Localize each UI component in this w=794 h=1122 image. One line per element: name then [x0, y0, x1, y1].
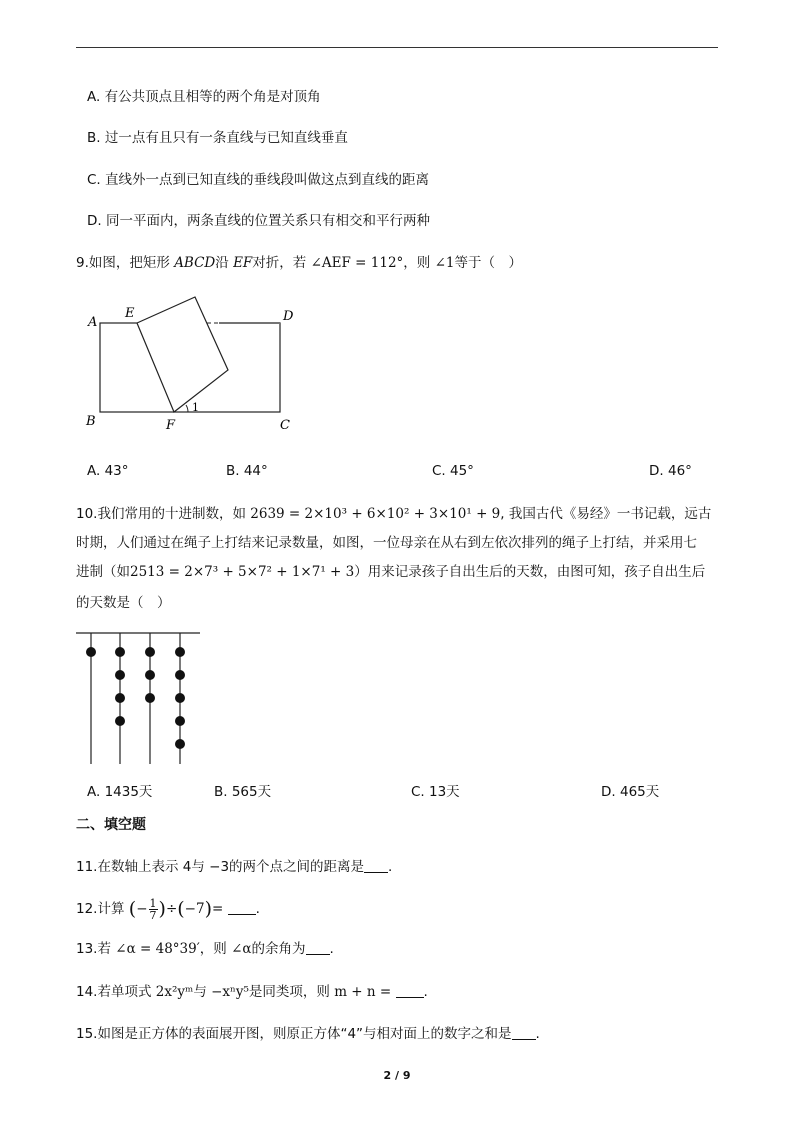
knot	[115, 716, 125, 726]
q10-line-1: 10.我们常用的十进制数，如 2639 = 2×10³ + 6×10² + 3×10¹ + 9, 我国古代《易经》一书记载，远古	[76, 506, 712, 522]
q10-option-d: D. 465天	[601, 784, 660, 800]
label-e: E	[125, 306, 135, 321]
label-b: B	[86, 414, 96, 429]
q13: 13.若 ∠α = 48°39′，则 ∠α的余角为 .	[76, 941, 334, 957]
q10-line-3: 进制（如2513 = 2×7³ + 5×7² + 1×7¹ + 3）用来记录孩子自出生后的天数，由图可知，孩子自出生后	[76, 564, 706, 580]
knot	[145, 670, 155, 680]
knot	[115, 670, 125, 680]
knot	[145, 693, 155, 703]
q15: 15.如图是正方体的表面展开图，则原正方体“4”与相对面上的数字之和是 .	[76, 1026, 540, 1042]
q8-option-c: C. 直线外一点到已知直线的垂线段叫做这点到直线的距离	[87, 172, 430, 188]
knot	[175, 716, 185, 726]
q14: 14.若单项式 2x²yᵐ与 −xⁿy⁵是同类项，则 m + n = .	[76, 984, 428, 1000]
answer-blank[interactable]	[228, 902, 256, 915]
folded-flap	[137, 297, 228, 412]
knot	[175, 647, 185, 657]
q10-option-c: C. 13天	[411, 784, 460, 800]
knot	[175, 739, 185, 749]
label-f: F	[166, 418, 176, 433]
answer-blank[interactable]	[396, 985, 424, 998]
knot	[86, 647, 96, 657]
knot	[115, 647, 125, 657]
q9-question: 9.如图，把矩形 ABCD沿 EF对折，若 ∠AEF = 112°，则 ∠1等于（ ）	[76, 255, 522, 271]
q12: 12.计算 (− $\frac{1}{7}$ )÷(−7)= .	[76, 897, 260, 922]
q9-option-a: A. 43°	[87, 463, 129, 479]
section-title-fill-in: 二、填空题	[76, 817, 146, 833]
knot	[175, 693, 185, 703]
q10-knot-ropes-figure	[74, 628, 204, 768]
q10-option-a: A. 1435天	[87, 784, 153, 800]
q9-option-c: C. 45°	[432, 463, 474, 479]
q8-option-b: B. 过一点有且只有一条直线与已知直线垂直	[87, 130, 348, 146]
label-d: D	[283, 309, 294, 324]
label-angle-1: 1	[192, 401, 199, 414]
q8-option-d: D. 同一平面内，两条直线的位置关系只有相交和平行两种	[87, 213, 430, 229]
q11: 11.在数轴上表示 4与 −3的两个点之间的距离是 .	[76, 859, 393, 875]
knot	[175, 670, 185, 680]
header-rule	[76, 47, 718, 48]
q9-option-b: B. 44°	[226, 463, 268, 479]
answer-blank[interactable]	[364, 860, 388, 873]
knot	[115, 693, 125, 703]
q10-line-4: 的天数是（ ）	[76, 595, 171, 611]
label-c: C	[280, 418, 290, 433]
q8-option-a: A. 有公共顶点且相等的两个角是对顶角	[87, 89, 321, 105]
q10-option-b: B. 565天	[214, 784, 272, 800]
answer-blank[interactable]	[306, 942, 330, 955]
q9-option-d: D. 46°	[649, 463, 692, 479]
label-a: A	[88, 315, 98, 330]
q10-line-2: 时期，人们通过在绳子上打结来记录数量，如图，一位母亲在从右到左依次排列的绳子上打结，并采用七	[76, 535, 697, 551]
answer-blank[interactable]	[512, 1027, 536, 1040]
page-number: 2 / 9	[383, 1069, 411, 1082]
q9-figure	[80, 292, 310, 437]
knot	[145, 647, 155, 657]
